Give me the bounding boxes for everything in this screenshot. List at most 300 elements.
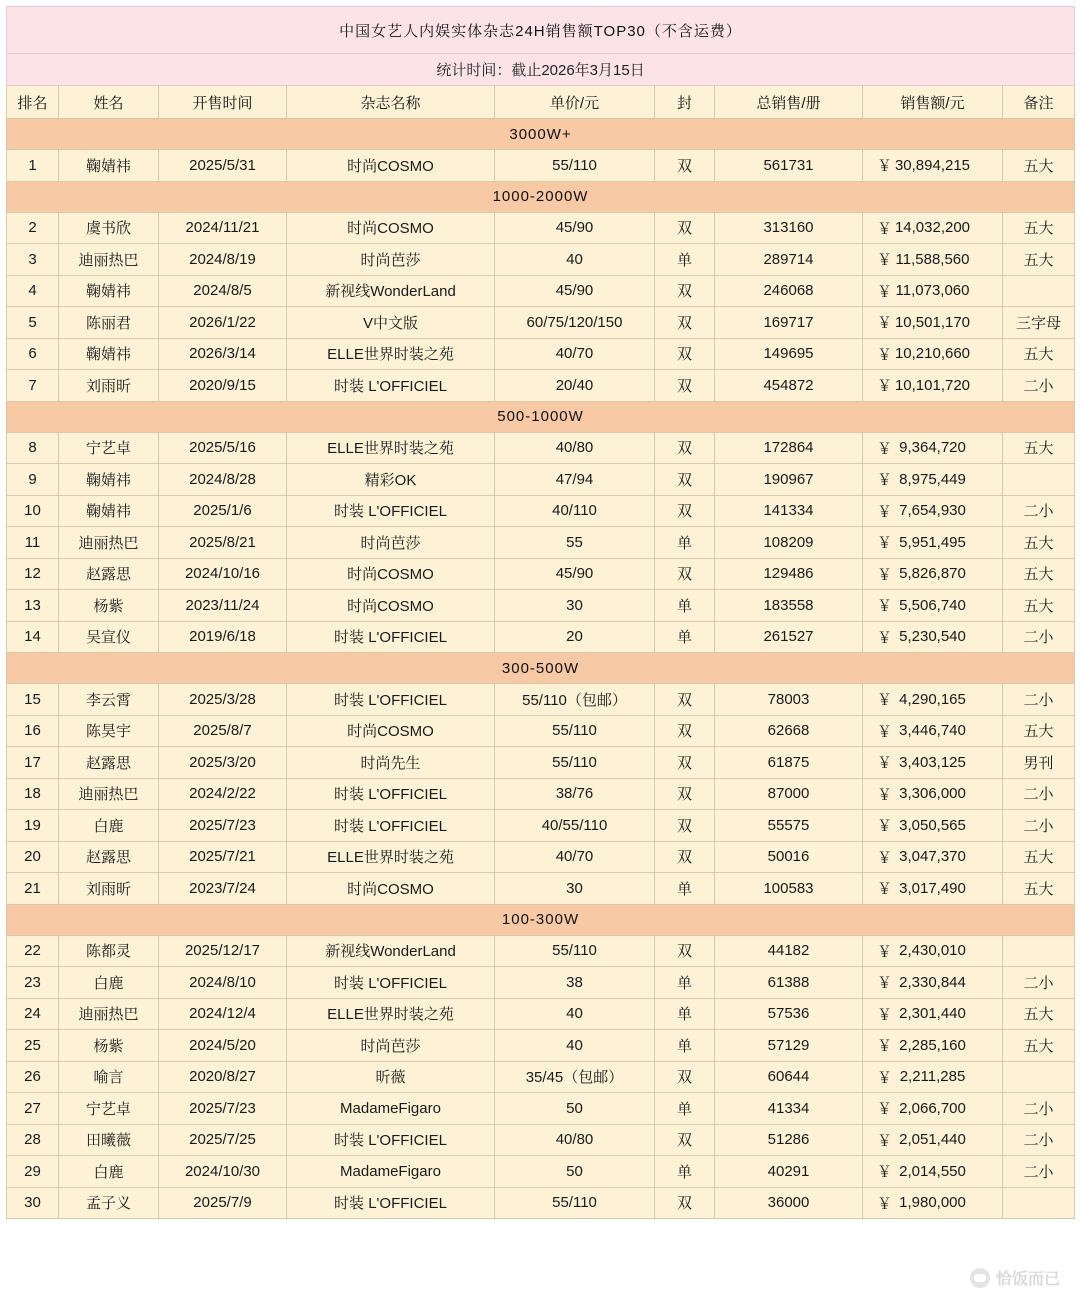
currency-symbol: ￥ [877,974,893,992]
cell-rank: 23 [7,967,59,999]
cell-date: 2023/7/24 [159,873,287,905]
cell-name: 白鹿 [59,810,159,842]
cell-price: 35/45（包邮） [495,1061,655,1093]
cell-sales-amount [863,684,1003,716]
currency-symbol: ￥ [877,220,893,238]
cell-price: 40/70 [495,841,655,873]
cell-price: 45/90 [495,275,655,307]
cell-cover: 双 [655,778,715,810]
cell-date: 2025/8/21 [159,527,287,559]
cell-rank: 13 [7,590,59,622]
column-header: 杂志名称 [287,86,495,119]
cell-total-copies: 61388 [715,967,863,999]
table-row [7,527,1075,559]
cell-total-copies: 289714 [715,244,863,276]
cell-price: 40/110 [495,495,655,527]
currency-symbol: ￥ [877,566,893,584]
group-label: 100-300W [7,904,1075,935]
cell-magazine: 时装 L'OFFICIEL [287,778,495,810]
group-label: 3000W+ [7,119,1075,150]
cell-note: 五大 [1003,873,1075,905]
sales-value: 5,230,540 [899,628,966,646]
cell-price: 45/90 [495,212,655,244]
table-header-row [7,86,1075,119]
column-header: 总销售/册 [715,86,863,119]
title-row [7,7,1075,54]
cell-magazine: 时尚COSMO [287,212,495,244]
cell-name: 迪丽热巴 [59,998,159,1030]
cell-note: 二小 [1003,1124,1075,1156]
cell-name: 迪丽热巴 [59,527,159,559]
cell-sales-amount [863,527,1003,559]
sales-value: 30,894,215 [894,156,971,174]
cell-price: 55/110 [495,150,655,182]
cell-date: 2024/8/5 [159,275,287,307]
cell-magazine: 新视线WonderLand [287,275,495,307]
column-header: 销售额/元 [863,86,1003,119]
page-title: 中国女艺人内娱实体杂志24H销售额TOP30（不含运费） [7,7,1075,54]
sales-value: 9,364,720 [899,439,966,457]
sales-value: 14,032,200 [894,219,971,237]
currency-symbol: ￥ [877,1132,893,1150]
table-row [7,590,1075,622]
cell-cover: 双 [655,841,715,873]
cell-total-copies: 141334 [715,495,863,527]
cell-note: 五大 [1003,212,1075,244]
cell-name: 鞠婧祎 [59,338,159,370]
cell-rank: 1 [7,150,59,182]
sales-value: 3,047,370 [899,848,966,866]
cell-date: 2024/10/16 [159,558,287,590]
sales-value: 5,506,740 [899,596,966,614]
table-row [7,1187,1075,1219]
group-header-row [7,401,1075,432]
cell-name: 赵露思 [59,747,159,779]
cell-cover: 双 [655,715,715,747]
cell-rank: 17 [7,747,59,779]
cell-name: 宁艺卓 [59,432,159,464]
cell-sales-amount [863,1061,1003,1093]
column-header: 单价/元 [495,86,655,119]
cell-sales-amount [863,715,1003,747]
cell-sales-amount [863,778,1003,810]
cell-note: 二小 [1003,495,1075,527]
cell-note: 二小 [1003,778,1075,810]
cell-total-copies: 41334 [715,1093,863,1125]
cell-date: 2020/8/27 [159,1061,287,1093]
currency-symbol: ￥ [877,786,893,804]
cell-total-copies: 129486 [715,558,863,590]
cell-note: 二小 [1003,1156,1075,1188]
cell-rank: 11 [7,527,59,559]
sales-value: 10,101,720 [894,376,971,394]
cell-sales-amount [863,810,1003,842]
cell-total-copies: 183558 [715,590,863,622]
cell-sales-amount [863,558,1003,590]
cell-magazine: 时尚COSMO [287,590,495,622]
cell-sales-amount [863,590,1003,622]
cell-note: 五大 [1003,841,1075,873]
sales-value: 11,588,560 [895,250,970,268]
table-row [7,841,1075,873]
table-row [7,684,1075,716]
cell-note: 五大 [1003,432,1075,464]
cell-cover: 单 [655,1156,715,1188]
cell-cover: 双 [655,275,715,307]
sales-value: 4,290,165 [899,690,966,708]
cell-price: 40 [495,1030,655,1062]
cell-sales-amount [863,873,1003,905]
cell-sales-amount [863,1030,1003,1062]
cell-date: 2020/9/15 [159,370,287,402]
cell-date: 2023/11/24 [159,590,287,622]
cell-total-copies: 40291 [715,1156,863,1188]
cell-magazine: 时尚COSMO [287,715,495,747]
cell-date: 2026/3/14 [159,338,287,370]
table-row [7,967,1075,999]
cell-date: 2025/12/17 [159,935,287,967]
currency-symbol: ￥ [877,534,893,552]
sales-value: 3,306,000 [899,785,966,803]
table-row [7,150,1075,182]
column-header: 排名 [7,86,59,119]
cell-note [1003,1187,1075,1219]
cell-price: 55/110 [495,935,655,967]
cell-rank: 16 [7,715,59,747]
cell-magazine: ELLE世界时装之苑 [287,841,495,873]
currency-symbol: ￥ [877,754,893,772]
cell-note: 五大 [1003,558,1075,590]
sales-value: 10,210,660 [894,345,971,363]
table-row [7,212,1075,244]
cell-note [1003,275,1075,307]
cell-note: 二小 [1003,621,1075,653]
cell-rank: 24 [7,998,59,1030]
cell-rank: 10 [7,495,59,527]
cell-date: 2024/11/21 [159,212,287,244]
group-label: 1000-2000W [7,181,1075,212]
cell-magazine: ELLE世界时装之苑 [287,432,495,464]
cell-price: 40/80 [495,1124,655,1156]
cell-note: 二小 [1003,684,1075,716]
cell-magazine: 精彩OK [287,464,495,496]
cell-sales-amount [863,621,1003,653]
cell-rank: 6 [7,338,59,370]
cell-cover: 单 [655,1030,715,1062]
sales-value: 2,430,010 [899,942,966,960]
cell-note: 五大 [1003,527,1075,559]
currency-symbol: ￥ [877,691,893,709]
sales-value: 8,975,449 [899,470,966,488]
table-row [7,935,1075,967]
cell-rank: 30 [7,1187,59,1219]
cell-total-copies: 169717 [715,307,863,339]
cell-note: 五大 [1003,998,1075,1030]
cell-name: 鞠婧祎 [59,150,159,182]
cell-date: 2025/3/20 [159,747,287,779]
cell-sales-amount [863,244,1003,276]
cell-cover: 双 [655,558,715,590]
cell-rank: 7 [7,370,59,402]
cell-date: 2025/1/6 [159,495,287,527]
cell-sales-amount [863,370,1003,402]
cell-magazine: 时尚芭莎 [287,527,495,559]
cell-sales-amount [863,967,1003,999]
group-header-row [7,181,1075,212]
cell-magazine: 时尚COSMO [287,150,495,182]
cell-sales-amount [863,212,1003,244]
cell-magazine: 时尚芭莎 [287,1030,495,1062]
cell-magazine: 时装 L'OFFICIEL [287,967,495,999]
cell-magazine: 新视线WonderLand [287,935,495,967]
cell-sales-amount [863,150,1003,182]
cell-sales-amount [863,464,1003,496]
cell-sales-amount [863,495,1003,527]
currency-symbol: ￥ [877,283,893,301]
cell-cover: 单 [655,590,715,622]
cell-name: 迪丽热巴 [59,244,159,276]
currency-symbol: ￥ [877,1006,893,1024]
cell-date: 2024/5/20 [159,1030,287,1062]
cell-sales-amount [863,747,1003,779]
cell-total-copies: 51286 [715,1124,863,1156]
sales-value: 3,050,565 [899,816,966,834]
group-label: 500-1000W [7,401,1075,432]
cell-note: 五大 [1003,590,1075,622]
cell-cover: 单 [655,244,715,276]
cell-price: 60/75/120/150 [495,307,655,339]
cell-name: 李云霄 [59,684,159,716]
cell-name: 吴宣仪 [59,621,159,653]
weibo-icon [970,1268,990,1288]
cell-sales-amount [863,1124,1003,1156]
cell-magazine: 时装 L'OFFICIEL [287,621,495,653]
cell-rank: 20 [7,841,59,873]
cell-magazine: MadameFigaro [287,1093,495,1125]
cell-name: 孟子义 [59,1187,159,1219]
cell-magazine: 时装 L'OFFICIEL [287,370,495,402]
currency-symbol: ￥ [877,817,893,835]
cell-date: 2024/12/4 [159,998,287,1030]
cell-magazine: V中文版 [287,307,495,339]
cell-price: 55/110（包邮） [495,684,655,716]
sales-value: 2,211,285 [899,1068,966,1086]
cell-total-copies: 61875 [715,747,863,779]
subtitle-row [7,54,1075,86]
cell-name: 杨紫 [59,1030,159,1062]
cell-name: 喻言 [59,1061,159,1093]
cell-price: 55/110 [495,747,655,779]
currency-symbol: ￥ [877,597,893,615]
cell-price: 40/80 [495,432,655,464]
cell-total-copies: 57129 [715,1030,863,1062]
cell-name: 刘雨昕 [59,873,159,905]
cell-date: 2025/7/9 [159,1187,287,1219]
cell-note: 五大 [1003,244,1075,276]
table-row [7,715,1075,747]
cell-cover: 单 [655,527,715,559]
cell-cover: 双 [655,684,715,716]
cell-name: 迪丽热巴 [59,778,159,810]
cell-cover: 单 [655,967,715,999]
cell-price: 20/40 [495,370,655,402]
cell-rank: 9 [7,464,59,496]
table-row [7,1124,1075,1156]
cell-cover: 双 [655,1124,715,1156]
cell-price: 40 [495,244,655,276]
cell-total-copies: 261527 [715,621,863,653]
cell-magazine: ELLE世界时装之苑 [287,338,495,370]
cell-note [1003,464,1075,496]
cell-date: 2025/7/25 [159,1124,287,1156]
table-row [7,1030,1075,1062]
table-row [7,747,1075,779]
cell-rank: 19 [7,810,59,842]
cell-sales-amount [863,432,1003,464]
cell-total-copies: 50016 [715,841,863,873]
cell-rank: 5 [7,307,59,339]
cell-note: 五大 [1003,150,1075,182]
cell-sales-amount [863,307,1003,339]
currency-symbol: ￥ [877,1037,893,1055]
cell-magazine: 昕薇 [287,1061,495,1093]
cell-magazine: 时装 L'OFFICIEL [287,684,495,716]
sales-value: 10,501,170 [894,313,971,331]
cell-sales-amount [863,275,1003,307]
cell-total-copies: 87000 [715,778,863,810]
cell-price: 38 [495,967,655,999]
cell-total-copies: 62668 [715,715,863,747]
cell-cover: 双 [655,212,715,244]
currency-symbol: ￥ [877,346,893,364]
cell-cover: 单 [655,621,715,653]
cell-total-copies: 78003 [715,684,863,716]
cell-rank: 25 [7,1030,59,1062]
cell-note: 二小 [1003,810,1075,842]
table-row [7,998,1075,1030]
cell-price: 40/70 [495,338,655,370]
cell-price: 30 [495,873,655,905]
table-row [7,307,1075,339]
table-row [7,275,1075,307]
cell-note: 五大 [1003,338,1075,370]
cell-total-copies: 57536 [715,998,863,1030]
sales-value: 2,014,550 [899,1162,966,1180]
table-row [7,495,1075,527]
currency-symbol: ￥ [877,157,893,175]
currency-symbol: ￥ [877,849,893,867]
column-header: 封 [655,86,715,119]
cell-sales-amount [863,338,1003,370]
cell-name: 鞠婧祎 [59,464,159,496]
sales-value: 11,073,060 [895,282,970,300]
sales-value: 2,285,160 [899,1036,966,1054]
cell-date: 2025/7/23 [159,810,287,842]
table-row [7,432,1075,464]
currency-symbol: ￥ [877,1163,893,1181]
sales-value: 5,951,495 [899,533,966,551]
cell-cover: 双 [655,464,715,496]
cell-date: 2025/5/16 [159,432,287,464]
cell-sales-amount [863,935,1003,967]
cell-rank: 28 [7,1124,59,1156]
cell-magazine: 时装 L'OFFICIEL [287,1124,495,1156]
cell-rank: 2 [7,212,59,244]
sales-value: 1,980,000 [899,1194,966,1212]
cell-price: 50 [495,1093,655,1125]
cell-rank: 8 [7,432,59,464]
cell-cover: 双 [655,747,715,779]
cell-rank: 22 [7,935,59,967]
cell-sales-amount [863,1093,1003,1125]
cell-name: 赵露思 [59,841,159,873]
cell-note: 五大 [1003,1030,1075,1062]
cell-cover: 单 [655,873,715,905]
cell-name: 刘雨昕 [59,370,159,402]
cell-sales-amount [863,998,1003,1030]
cell-cover: 双 [655,150,715,182]
table-row [7,370,1075,402]
currency-symbol: ￥ [877,1195,893,1213]
cell-date: 2019/6/18 [159,621,287,653]
cell-cover: 双 [655,495,715,527]
cell-cover: 双 [655,307,715,339]
cell-total-copies: 190967 [715,464,863,496]
cell-note: 五大 [1003,715,1075,747]
table-row [7,1156,1075,1188]
group-label: 300-500W [7,653,1075,684]
column-header: 开售时间 [159,86,287,119]
currency-symbol: ￥ [877,629,893,647]
cell-price: 30 [495,590,655,622]
cell-magazine: 时装 L'OFFICIEL [287,495,495,527]
cell-date: 2024/2/22 [159,778,287,810]
currency-symbol: ￥ [877,723,893,741]
table-row [7,778,1075,810]
currency-symbol: ￥ [877,314,893,332]
cell-name: 赵露思 [59,558,159,590]
currency-symbol: ￥ [877,251,893,269]
cell-sales-amount [863,1187,1003,1219]
sales-value: 3,017,490 [899,879,966,897]
cell-note [1003,935,1075,967]
cell-rank: 12 [7,558,59,590]
cell-cover: 双 [655,370,715,402]
cell-name: 陈都灵 [59,935,159,967]
table-row [7,621,1075,653]
cell-rank: 27 [7,1093,59,1125]
cell-note: 二小 [1003,370,1075,402]
sales-value: 2,301,440 [899,1005,966,1023]
cell-date: 2025/3/28 [159,684,287,716]
currency-symbol: ￥ [877,377,893,395]
column-header: 备注 [1003,86,1075,119]
table-row [7,1093,1075,1125]
cell-cover: 双 [655,432,715,464]
cell-date: 2025/7/21 [159,841,287,873]
currency-symbol: ￥ [877,1069,893,1087]
column-header: 姓名 [59,86,159,119]
cell-name: 陈丽君 [59,307,159,339]
cell-date: 2025/8/7 [159,715,287,747]
currency-symbol: ￥ [877,440,893,458]
cell-price: 55/110 [495,1187,655,1219]
cell-cover: 单 [655,1093,715,1125]
cell-note: 男刊 [1003,747,1075,779]
currency-symbol: ￥ [877,1100,893,1118]
cell-date: 2024/8/19 [159,244,287,276]
table-row [7,464,1075,496]
